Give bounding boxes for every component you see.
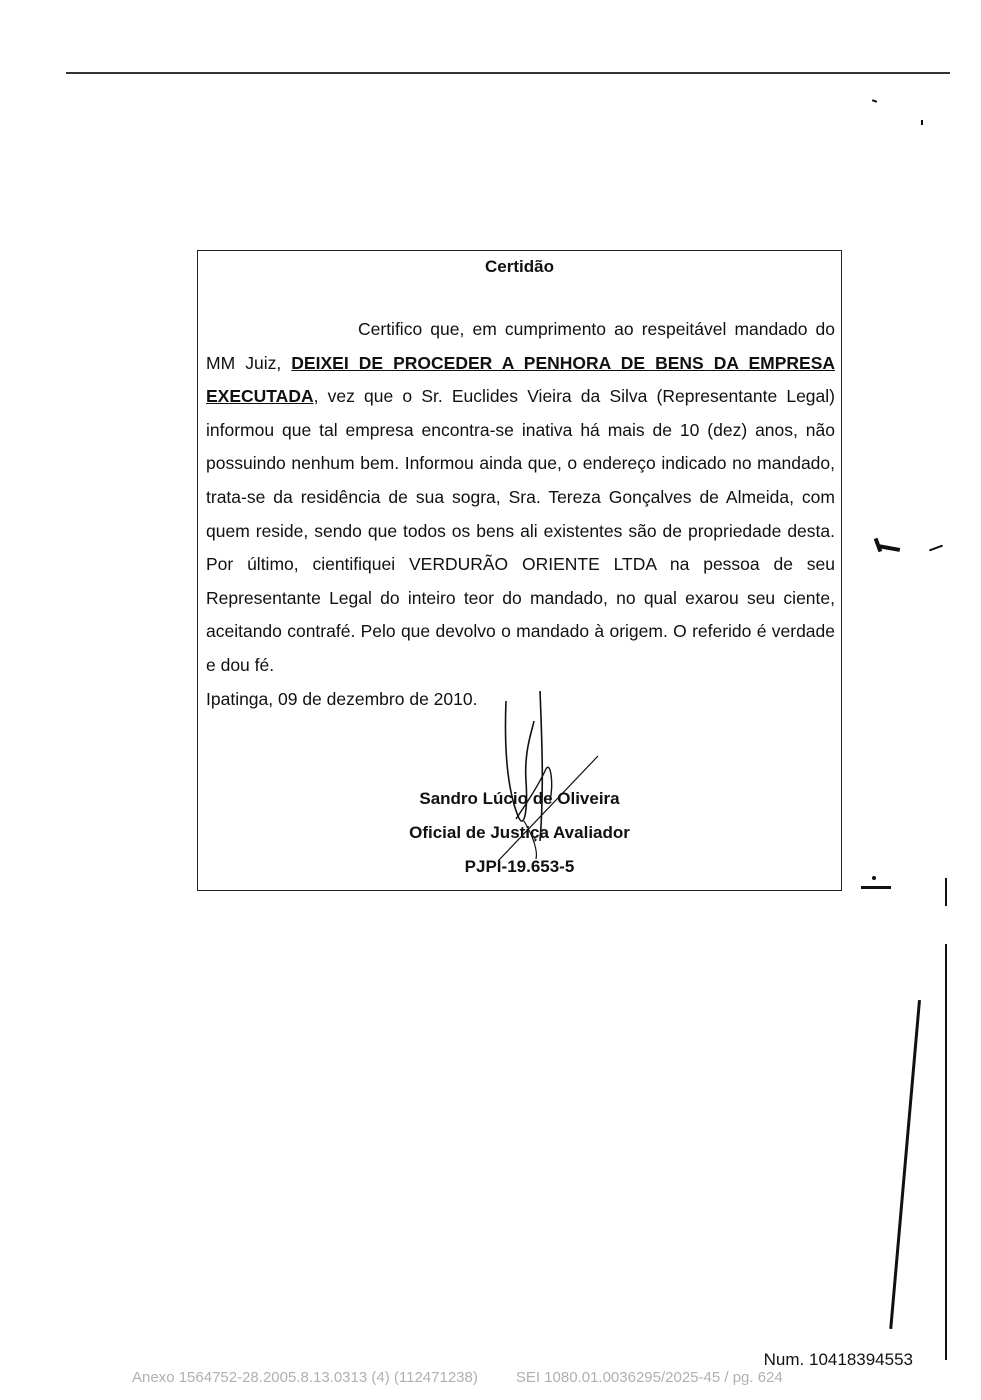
signatory-name: Sandro Lúcio de Oliveira xyxy=(419,789,620,808)
annex-footer xyxy=(132,1369,783,1386)
certidao-box xyxy=(197,250,842,891)
scan-artifact xyxy=(945,944,947,1360)
body-opening: Certifico que, em cumprimento ao respeitável mandado do MM Juiz, xyxy=(206,319,835,373)
document-number: Num. 10418394553 xyxy=(763,1350,913,1369)
scan-artifact xyxy=(889,1000,921,1329)
scan-artifact xyxy=(929,545,943,552)
certidao-body xyxy=(206,313,835,716)
scan-artifact xyxy=(945,878,947,906)
body-continuation: , vez que o Sr. Euclides Vieira da Silva (Representante Legal) informou que tal empresa encontra-se inativa há mais de 10 (dez) anos, não possuindo nenhum bem. Informou ainda que, o endereço indicado no mandado, trata-se da residência de sua sogra, Sra. Tereza Gonçalves de Almeida, com quem reside, sendo que todos os bens ali existentes são de propriedade desta. Por último, cientifiquei VERDURÃO ORIENTE LTDA na pessoa de seu Representante Legal do inteiro teor do mandado, no qual exarou seu ciente, aceitando contrafé. Pelo que devolvo o mandado à origem. O referido é verdade e dou fé. xyxy=(206,386,835,675)
certidao-title: Certidão xyxy=(485,257,554,276)
scan-artifact xyxy=(861,886,891,889)
place-date: Ipatinga, 09 de dezembro de 2010. xyxy=(206,688,478,709)
signatory-registration: PJPI-19.653-5 xyxy=(464,857,575,876)
scan-artifact xyxy=(872,99,877,103)
sei-reference: SEI 1080.01.0036295/2025-45 / pg. 624 xyxy=(515,1369,783,1386)
scan-artifact xyxy=(921,120,923,125)
top-rule xyxy=(66,72,950,74)
signatory-role: Oficial de Justiça Avaliador xyxy=(409,823,630,842)
body-emphasis: DEIXEI DE PROCEDER A PENHORA DE BENS DA EMPRESA EXECUTADA xyxy=(206,352,835,407)
annex-reference: Anexo 1564752-28.2005.8.13.0313 (4) (112471238) xyxy=(132,1369,478,1386)
scan-artifact xyxy=(872,876,876,880)
